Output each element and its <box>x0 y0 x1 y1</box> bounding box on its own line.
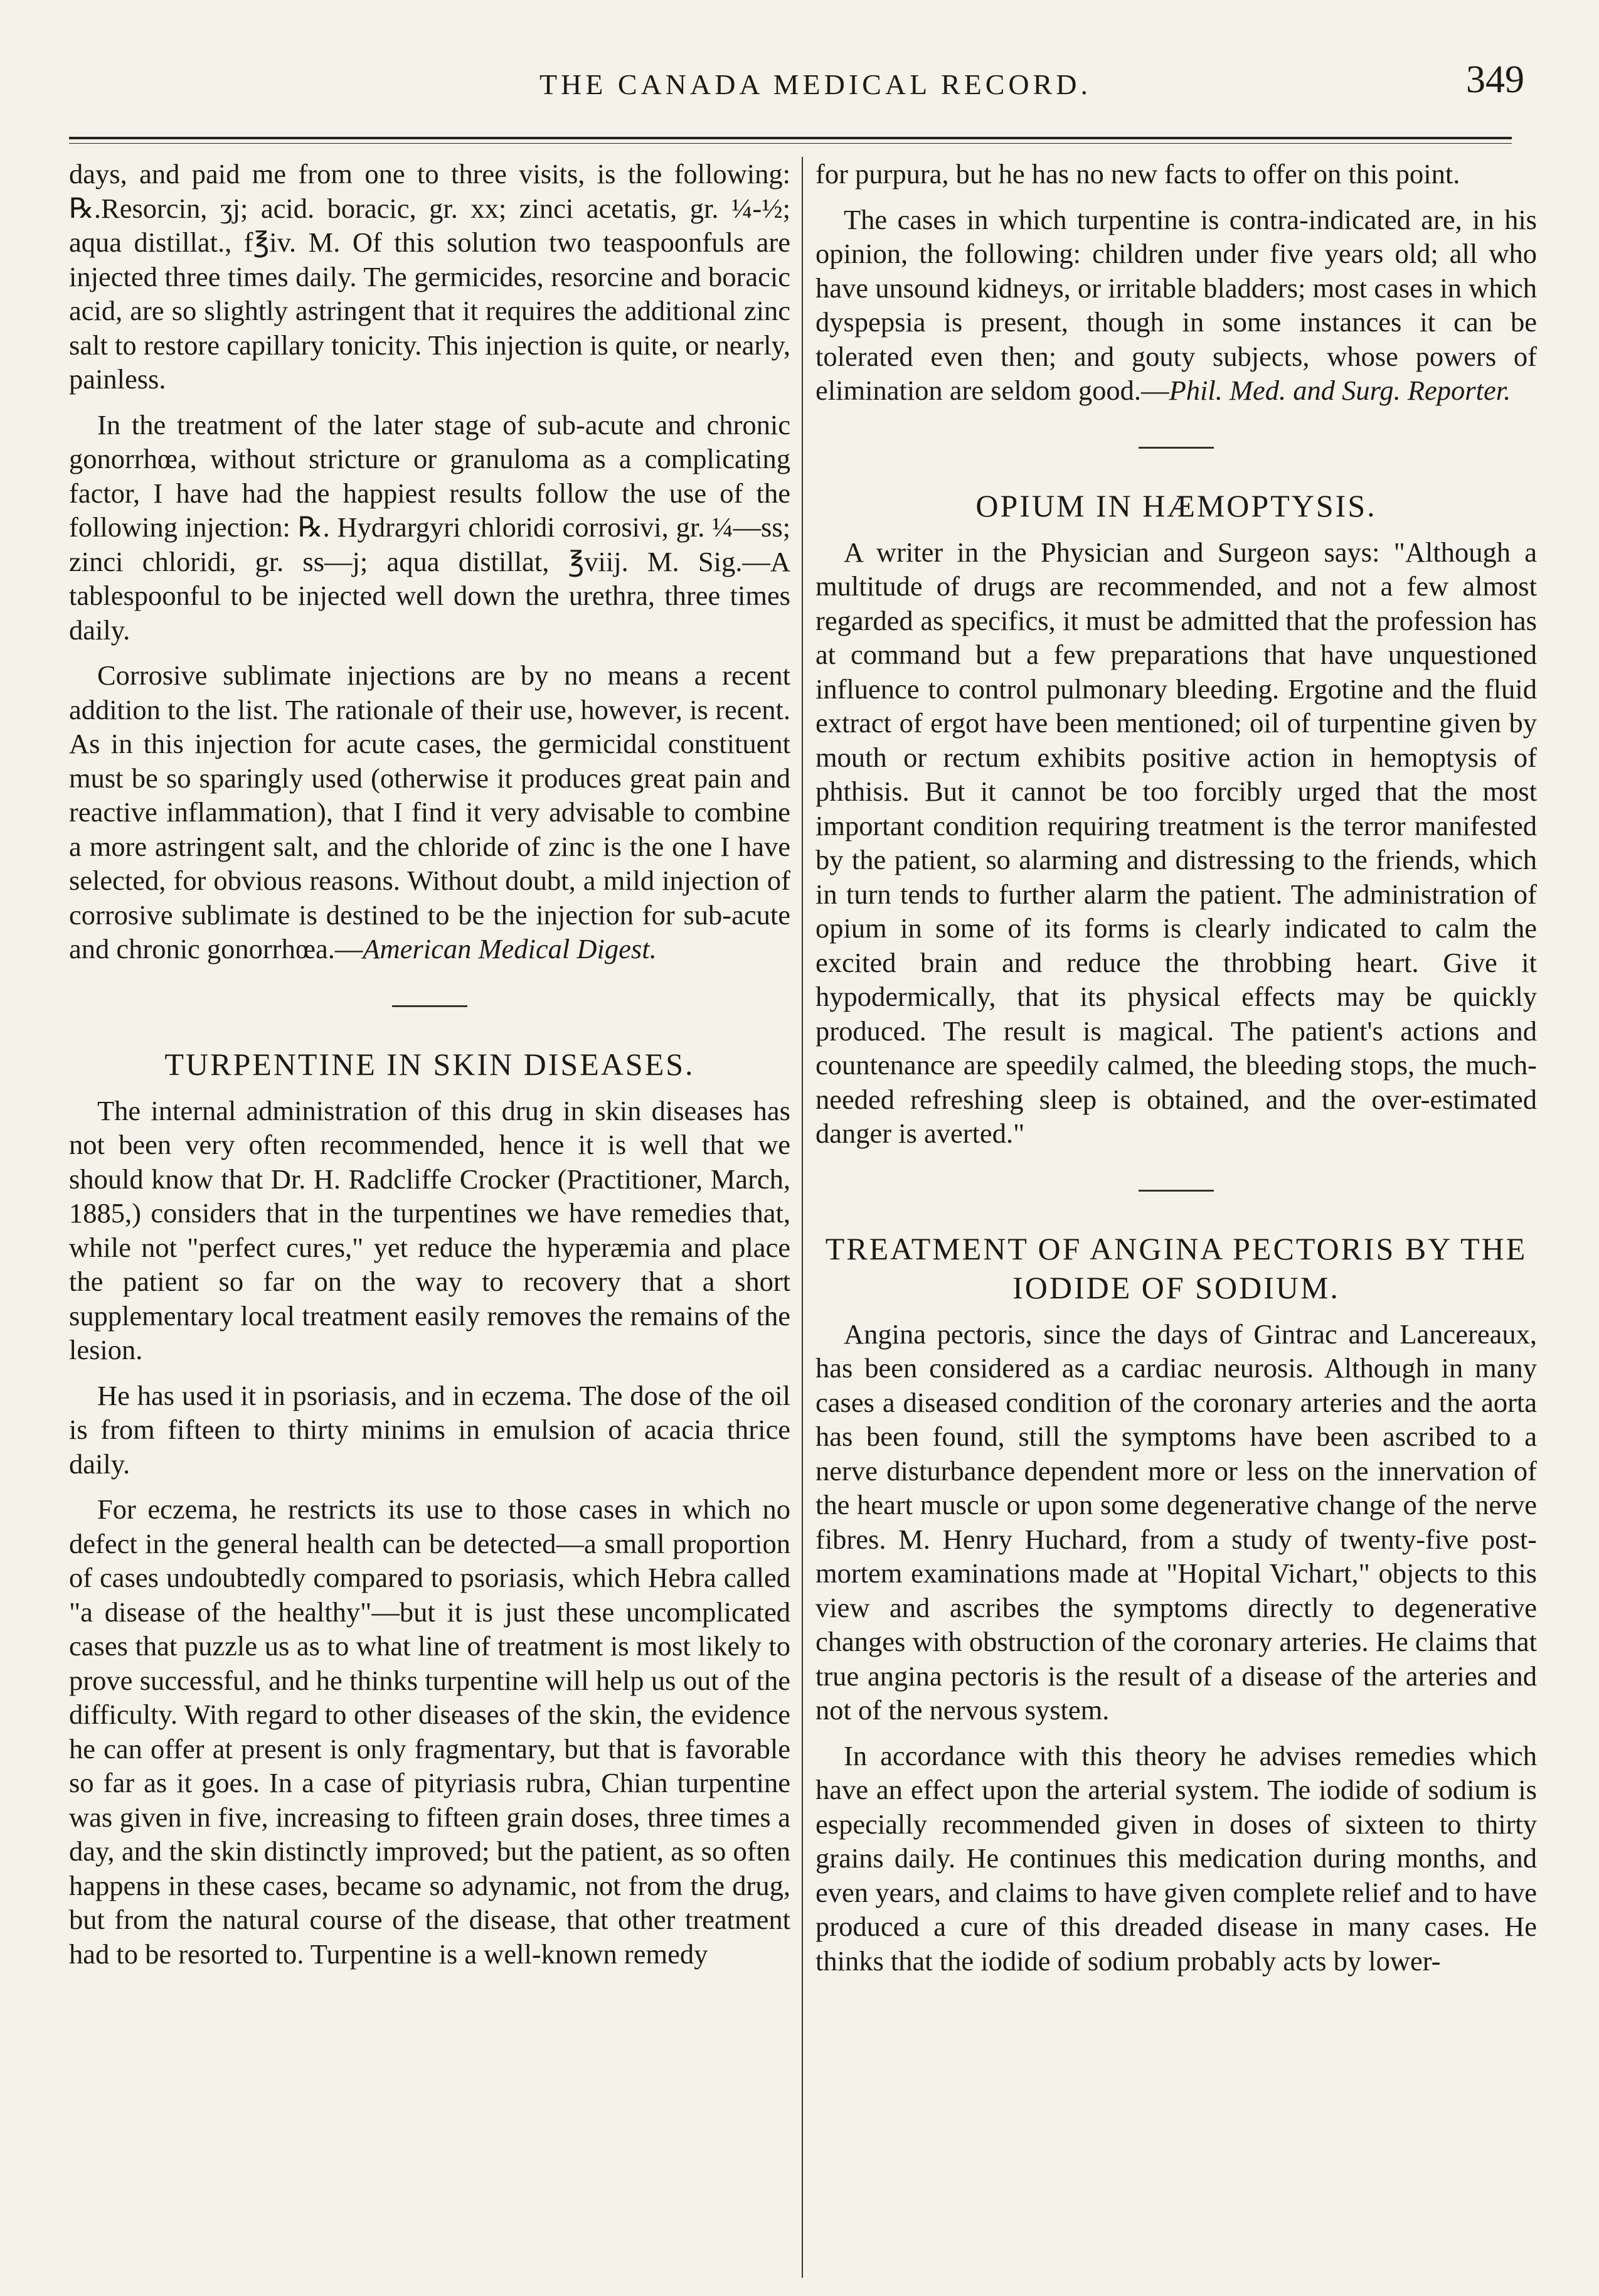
source-citation: Phil. Med. and Surg. Reporter. <box>1169 375 1511 406</box>
paragraph: In accordance with this theory he advises remedies which have an effect upon the arterial system. The iodide of sodium is especially recommended given in doses of sixteen to thirty grains daily. He continues this medication during months, and even years, and claims to have given complete relief and to have produced a cure of this dreaded disease in many cases. He thinks that the iodide of sodium probably acts by lower- <box>815 1739 1537 1977</box>
paragraph-text: Corrosive sublimate injections are by no means a recent addition to the list. The rationale of their use, however, is recent. As in this injection for acute cases, the germicidal constituent must be so sparingly used (otherwise it produces great pain and reactive inflammation), that I find it very advisable to combine a more astringent salt, and the chloride of zinc is the one I have selected, for obvious reasons. Without doubt, a mild injection of corrosive sublimate is destined to be the injection for sub-acute and chronic gonorrhœa.— <box>69 659 790 964</box>
page-header <box>69 50 1562 125</box>
paragraph <box>69 658 790 966</box>
column-divider <box>802 157 803 2278</box>
section-divider <box>1139 1190 1214 1192</box>
page-number: 349 <box>1466 58 1524 101</box>
paragraph: The internal administration of this drug in skin diseases has not been very often recommended, hence it is well that we should know that Dr. H. Radcliffe Crocker (Practitioner, March, 1885,) considers that in the turpentines we have remedies that, while not "perfect cures," yet reduce the hyperæmia and place the patient so far on the way to recovery that a short supplementary local treatment easily removes the remains of the lesion. <box>69 1094 790 1365</box>
header-rule <box>69 137 1512 144</box>
paragraph: days, and paid me from one to three visits, is the following: ℞.Resorcin, ʒj; acid. boracic, gr. xx; zinci acetatis, gr. ¼-½; aqua distillat., f℥iv. M. Of this solution two teaspoonfuls are injected three times daily. The germicides, resorcine and boracic acid, are so slightly astringent that it requires the additional zinc salt to restore capillary tonicity. This injection is quite, or nearly, painless. <box>69 158 790 395</box>
paragraph: For eczema, he restricts its use to those cases in which no defect in the general health can be detected—a small proportion of cases undoubtedly compared to psoriasis, which Hebra called "a disease of the healthy"—but it is just these uncomplicated cases that puzzle us as to what line of treatment is most likely to prove successful, and he thinks turpentine will help us out of the difficulty. With regard to other diseases of the skin, the evidence he can offer at present is only fragmentary, but that is favorable so far as it goes. In a case of pityriasis rubra, Chian turpentine was given in five, increasing to fifteen grain doses, three times a day, and the skin distinctly improved; but the patient, as so often happens in these cases, became so adynamic, not from the drug, but from the natural course of the disease, that other treatment had to be resorted to. Turpentine is a well-known remedy <box>69 1493 790 1970</box>
section-divider <box>392 1005 467 1007</box>
paragraph: Angina pectoris, since the days of Gintrac and Lancereaux, has been considered as a cardiac neurosis. Although in many cases a diseased condition of the coronary arteries and the aorta has been found, still the symptoms have been ascribed to a nerve disturbance dependent more or less on the innervation of the heart muscle or upon some degenerative change of the nerve fibres. M. Henry Huchard, from a study of twenty-five post-mortem examinations made at "Hopital Vichart," objects to this view and ascribes the symptoms directly to degenerative changes with obstruction of the coronary arteries. He claims that true angina pectoris is the result of a disease of the arteries and not of the nervous system. <box>815 1318 1537 1726</box>
left-column <box>69 157 790 2278</box>
section-heading: TREATMENT OF ANGINA PECTORIS BY THE IODIDE OF SODIUM. <box>825 1231 1527 1305</box>
right-column <box>815 157 1537 2278</box>
paragraph: for purpura, but he has no new facts to offer on this point. <box>815 158 1460 190</box>
running-head: THE CANADA MEDICAL RECORD. <box>539 68 1092 100</box>
source-citation: American Medical Digest. <box>363 933 657 964</box>
section-divider <box>1139 447 1214 449</box>
paragraph <box>815 203 1537 408</box>
section-heading: TURPENTINE IN SKIN DISEASES. <box>164 1046 695 1082</box>
paragraph: He has used it in psoriasis, and in eczema. The dose of the oil is from fifteen to thirty minims in emulsion of acacia thrice daily. <box>69 1379 790 1480</box>
paragraph-text: The cases in which turpentine is contra-indicated are, in his opinion, the following: children under five years old; all who have unsound kidneys, or irritable bladders; most cases in which dyspepsia is present, though in some instances it can be tolerated even then; and gouty subjects, whose powers of elimination are seldom good.— <box>815 203 1537 406</box>
paragraph: A writer in the Physician and Surgeon says: "Although a multitude of drugs are recommended, and not a few almost regarded as specifics, it must be admitted that the profession has at command but a few preparations that have unquestioned influence to control pulmonary bleeding. Ergotine and the fluid extract of ergot have been mentioned; oil of turpentine given by mouth or rectum exhibits positive action in hemoptysis of phthisis. But it cannot be too forcibly urged that the most important condition requiring treatment is the terror manifested by the patient, so alarming and distressing to the friends, which in turn tends to further alarm the patient. The administration of opium in some of its forms is clearly indicated to calm the excited brain and reduce the throbbing heart. Give it hypodermically, that its physical effects may be quickly produced. The result is magical. The patient's actions and countenance are speedily calmed, the bleeding stops, the much-needed refreshing sleep is obtained, and the over-estimated danger is averted." <box>815 536 1537 1149</box>
paragraph: In the treatment of the later stage of sub-acute and chronic gonorrhœa, without stricture or granuloma as a complicating factor, I have had the happiest results follow the use of the following injection: ℞. Hydrargyri chloridi corrosivi, gr. ¼—ss; zinci chloridi, gr. ss—j; aqua distillat, ℥viij. M. Sig.—A tablespoonful to be injected well down the urethra, three times daily. <box>69 408 790 646</box>
section-heading: OPIUM IN HÆMOPTYSIS. <box>975 488 1377 523</box>
